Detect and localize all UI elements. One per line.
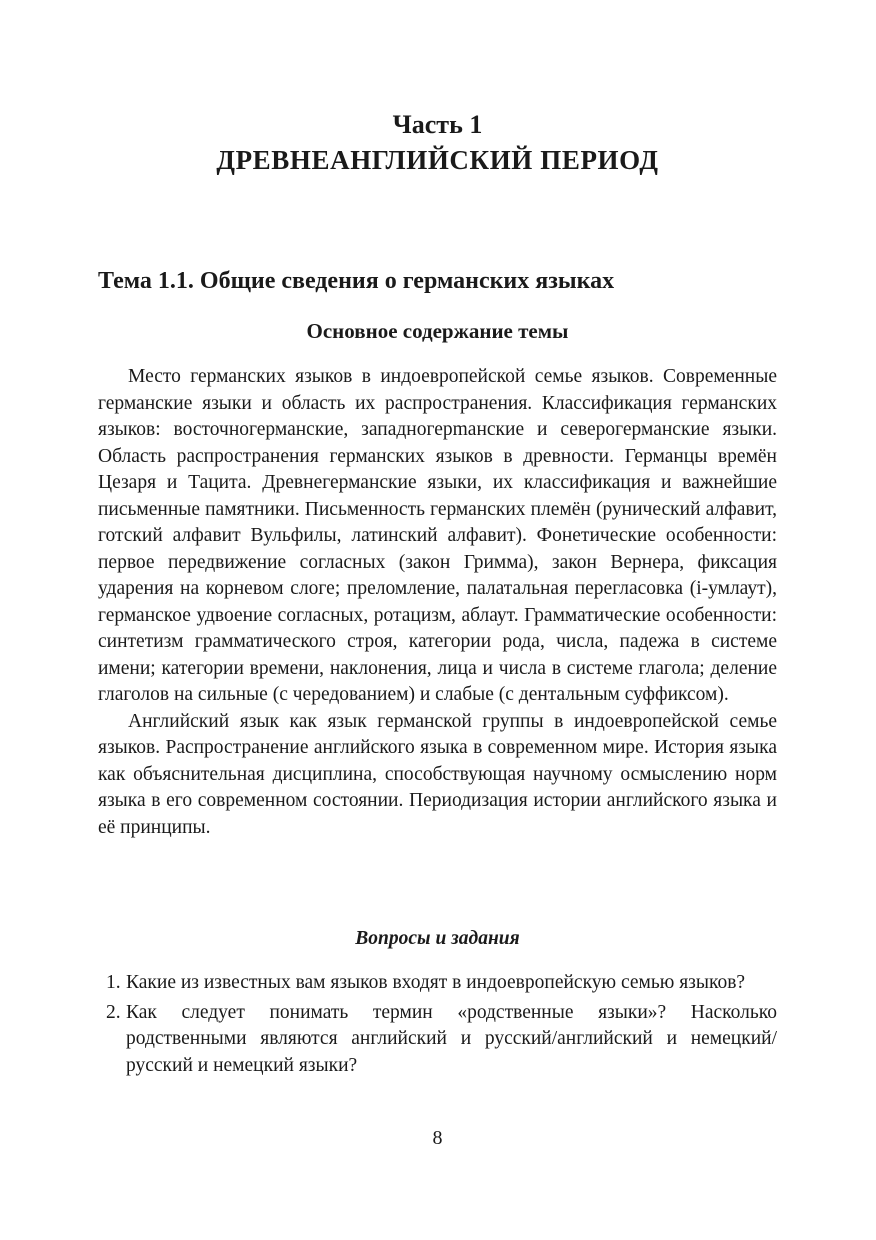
- question-number: 2.: [106, 1001, 121, 1023]
- section-title: Основное содержание темы: [306, 319, 569, 343]
- paragraph: Английский язык как язык германской группы в индоевропейской семье языков. Распространение английского языка в современном мире. История языка как объяснительная дисциплина, способствующая научному осмыслению норм языка в его современном состоянии. Периодизация истории английского языка и её принципы.: [98, 710, 777, 838]
- section-body: [98, 364, 777, 841]
- page-number: 8: [432, 1127, 443, 1149]
- question-text: Как следует понимать термин «родственные языки»? Насколько родственными являются английский и русский/английский и немецкий/русский и немецкий языки?: [126, 1001, 777, 1076]
- part-title: ДРЕВНЕАНГЛИЙСКИЙ ПЕРИОД: [216, 145, 659, 175]
- list-item: [98, 970, 777, 997]
- list-item: [98, 1000, 777, 1080]
- questions-title: Вопросы и задания: [355, 928, 520, 949]
- questions-list: [98, 970, 777, 1082]
- book-page: [98, 0, 777, 1240]
- question-number: 1.: [106, 972, 121, 993]
- topic-title: Тема 1.1. Общие сведения о германских языках: [98, 268, 615, 294]
- question-text: Какие из известных вам языков входят в индоевропейскую семью языков?: [126, 972, 746, 993]
- part-number: Часть 1: [392, 110, 483, 139]
- paragraph: Место германских языков в индоевропейской семье языков. Современные германские языки и область их распространения. Классификация германских языков: восточногерманские, западногерmанские и северогерманские языки. Область распространения германских языков в древности. Германцы времён Цезаря и Тацита. Древнегерманские языки, их классификация и важнейшие письменные памятники. Письменность германских племён (рунический алфавит, готский алфавит Вульфилы, латинский алфавит). Фонетические особенности: первое передвижение согласных (закон Гримма), закон Вернера, фиксация ударения на корневом слоге; преломление, палатальная перегласовка (i-умлаут), германское удвоение согласных, ротацизм, аблаут. Грамматические особенности: синтетизм грамматического строя, категории рода, числа, падежа в системе имени; категории времени, наклонения, лица и числа в системе глагола; деление глаголов на сильные (с чередованием) и слабые (с дентальным суффиксом).: [98, 366, 777, 705]
